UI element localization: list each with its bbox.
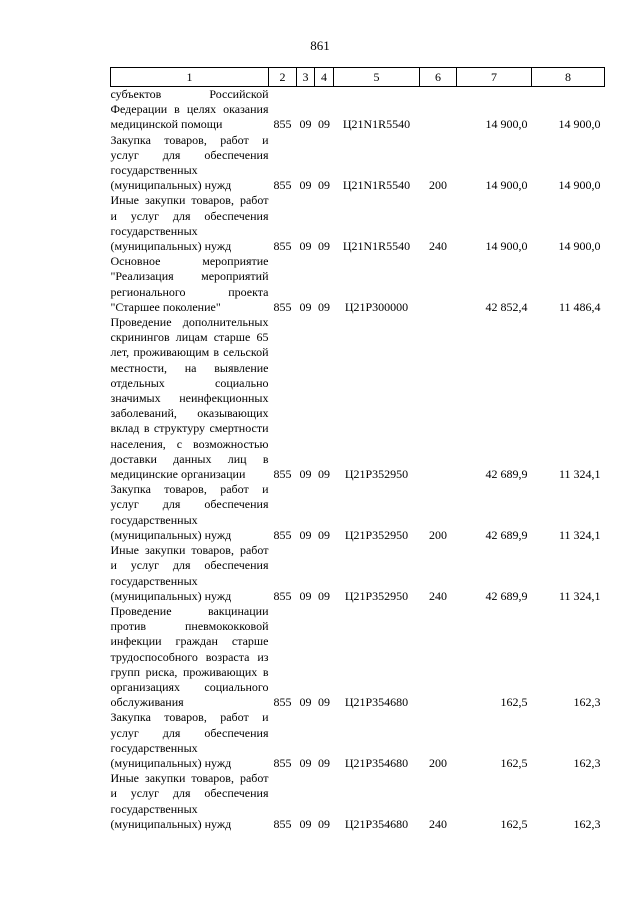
amount-year-1: 42 852,4 [485,299,528,314]
row-name: Проведение дополнительных скринингов лицам старше 65 лет, проживающим в сельской местности, на выявление отдельных социально значимых неинфекционных заболеваний, оказывающих вклад в структуру смертности населения, с возможностью доставки данных лиц в медицинские организации [110,315,269,482]
column-header: 8 [532,68,605,87]
subsection-code: 09 [318,299,330,314]
column-header: 5 [334,68,420,87]
amount-year-1: 42 689,9 [485,527,528,542]
column-header: 4 [315,68,334,87]
table-row [111,254,605,315]
admin-code: 855 [273,299,292,314]
target-article-code: Ц21P354680 [344,695,409,710]
section-code: 09 [299,117,312,132]
row-name: Проведение вакцинации против пневмококковой инфекции граждан старше трудоспособного возраста из групп риска, проживающих в организациях социального обслуживания [110,603,269,710]
amount-year-2: 162,3 [573,695,601,710]
amount-year-2: 11 324,1 [558,588,601,603]
subsection-code: 09 [318,117,330,132]
amount-year-1: 14 900,0 [485,117,528,132]
table-row [111,315,605,482]
target-article-code: Ц21P352950 [344,527,409,542]
amount-year-1: 14 900,0 [485,178,528,193]
expense-type-code: 240 [429,588,447,603]
table-header-row [111,68,605,87]
row-name: Закупка товаров, работ и услуг для обеспечения государственных (муниципальных) нужд [110,710,269,770]
amount-year-1: 162,5 [500,816,528,831]
target-article-code: Ц21P300000 [344,299,409,314]
subsection-code: 09 [318,695,330,710]
amount-year-2: 11 324,1 [558,527,601,542]
target-article-code: Ц21P352950 [344,588,409,603]
target-article-code: Ц21N1R5540 [342,117,411,132]
column-header: 6 [420,68,457,87]
amount-year-2: 11 486,4 [558,299,601,314]
amount-year-1: 42 689,9 [485,588,528,603]
expense-type-code: 200 [429,527,447,542]
amount-year-2: 14 900,0 [558,178,601,193]
target-article-code: Ц21N1R5540 [342,178,411,193]
section-code: 09 [299,239,312,254]
column-header: 7 [457,68,532,87]
row-name: субъектов Российской Федерации в целях оказания медицинской помощи [110,87,269,132]
admin-code: 855 [273,239,292,254]
subsection-code: 09 [318,816,330,831]
target-article-code: Ц21P354680 [344,816,409,831]
expense-type-code: 200 [429,178,447,193]
table-row [111,133,605,194]
subsection-code: 09 [318,178,330,193]
table-row [111,710,605,771]
amount-year-2: 14 900,0 [558,239,601,254]
admin-code: 855 [273,178,292,193]
table-row [111,193,605,254]
admin-code: 855 [273,117,292,132]
section-code: 09 [299,695,312,710]
expense-type-code [420,254,457,315]
section-code: 09 [299,816,312,831]
row-name: Иные закупки товаров, работ и услуг для обеспечения государственных (муниципальных) нужд [110,193,269,254]
amount-year-1: 162,5 [500,755,528,770]
target-article-code: Ц21P352950 [344,467,409,482]
section-code: 09 [299,178,312,193]
amount-year-2: 11 324,1 [558,467,601,482]
amount-year-1: 14 900,0 [485,239,528,254]
amount-year-2: 162,3 [573,816,601,831]
column-header: 2 [269,68,297,87]
subsection-code: 09 [318,588,330,603]
expense-type-code [420,315,457,482]
admin-code: 855 [273,755,292,770]
table-row [111,87,605,133]
subsection-code: 09 [318,527,330,542]
expense-type-code [420,87,457,133]
row-name: Закупка товаров, работ и услуг для обеспечения государственных (муниципальных) нужд [110,482,269,542]
subsection-code: 09 [318,467,330,482]
subsection-code: 09 [318,755,330,770]
table-row [111,604,605,710]
table-row [111,771,605,832]
budget-table [110,67,605,832]
expense-type-code: 240 [429,816,447,831]
admin-code: 855 [273,467,292,482]
row-name: Иные закупки товаров, работ и услуг для обеспечения государственных (муниципальных) нужд [110,543,269,603]
amount-year-1: 42 689,9 [485,467,528,482]
table-row [111,543,605,604]
target-article-code: Ц21P354680 [344,755,409,770]
section-code: 09 [299,467,312,482]
amount-year-2: 162,3 [573,755,601,770]
section-code: 09 [299,588,312,603]
admin-code: 855 [273,588,292,603]
table-body [111,87,605,832]
row-name: Закупка товаров, работ и услуг для обеспечения государственных (муниципальных) нужд [110,132,269,193]
section-code: 09 [299,527,312,542]
page-number: 861 [310,38,330,53]
expense-type-code [420,604,457,710]
subsection-code: 09 [318,239,330,254]
row-name: Основное мероприятие "Реализация мероприятий регионального проекта "Старшее поколение" [110,254,269,314]
table-row [111,482,605,543]
admin-code: 855 [273,695,292,710]
admin-code: 855 [273,816,292,831]
target-article-code: Ц21N1R5540 [342,239,411,254]
amount-year-1: 162,5 [500,695,528,710]
column-header: 3 [297,68,315,87]
row-name: Иные закупки товаров, работ и услуг для обеспечения государственных (муниципальных) нужд [110,771,269,831]
section-code: 09 [299,755,312,770]
column-header: 1 [111,68,269,87]
expense-type-code: 240 [429,239,447,254]
admin-code: 855 [273,527,292,542]
expense-type-code: 200 [429,755,447,770]
section-code: 09 [299,299,312,314]
amount-year-2: 14 900,0 [558,117,601,132]
